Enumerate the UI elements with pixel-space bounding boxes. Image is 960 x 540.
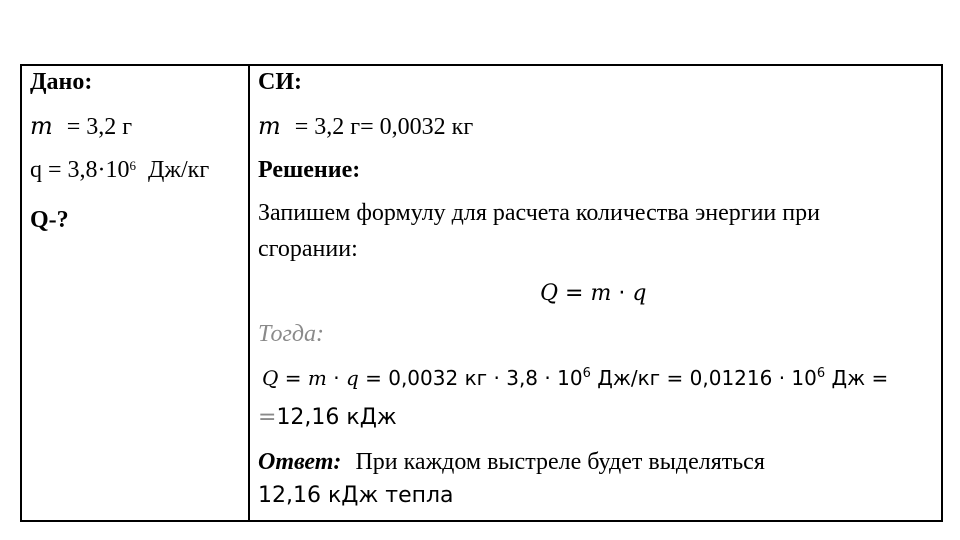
formula-Q: Q: [540, 281, 559, 306]
answer-line2: 12,16 кДж тепла: [258, 483, 454, 508]
heat-value-exponent: 6: [129, 158, 137, 173]
solution-text-line2: сгорании:: [258, 236, 358, 262]
heat-value-prefix: q = 3,8·10: [30, 157, 130, 183]
formula-m: m: [590, 281, 612, 306]
calc-exponent1: 6: [582, 366, 591, 381]
given-mass: [30, 112, 132, 141]
then-label: Тогда:: [258, 321, 324, 347]
formula-q: q: [632, 281, 647, 306]
calc-exponent2: 6: [816, 366, 826, 381]
find-quantity: Q-?: [30, 207, 69, 233]
mass-value: = 3,2 г: [66, 114, 133, 140]
solution-text-line1: Запишем формулу для расчета количества энергии при: [258, 200, 820, 226]
si-header: СИ:: [258, 69, 302, 95]
calc-part3: Дж =: [831, 366, 889, 390]
result-value: 12,16 кДж: [276, 405, 397, 430]
calc-m: m: [307, 366, 327, 390]
calc-Q: Q: [262, 366, 279, 390]
si-mass: [258, 112, 473, 141]
calc-part2: Дж/кг = 0,01216 · 10: [597, 366, 817, 390]
given-header: Дано:: [30, 69, 93, 95]
formula-dot: ·: [618, 281, 626, 306]
given-heat-value: [30, 156, 209, 184]
mass-symbol: m: [30, 112, 53, 140]
formula: [540, 280, 646, 308]
si-mass-value: = 3,2 г= 0,0032 кг: [294, 114, 474, 140]
result-line: [258, 404, 397, 432]
result-equals: =: [258, 405, 277, 430]
column-divider: [248, 66, 250, 520]
heat-value-unit: Дж/кг: [148, 157, 210, 183]
answer-text: При каждом выстреле будет выделяться: [355, 449, 765, 475]
solution-header: Решение:: [258, 157, 361, 183]
calculation: Q = m · q = 0,0032 кг · $3,8 \cdot 10^6$ $Дж/кг = 0,01216 \cdot 10^6$ Дж =: [262, 366, 889, 390]
calc-q: q: [345, 366, 359, 390]
formula-equals: =: [565, 281, 584, 306]
answer-line: [258, 448, 765, 476]
calc-part1: = 0,0032 кг · 3,8 · 10: [365, 366, 583, 390]
si-mass-symbol: m: [258, 112, 281, 140]
answer-label: Ответ:: [258, 449, 342, 475]
